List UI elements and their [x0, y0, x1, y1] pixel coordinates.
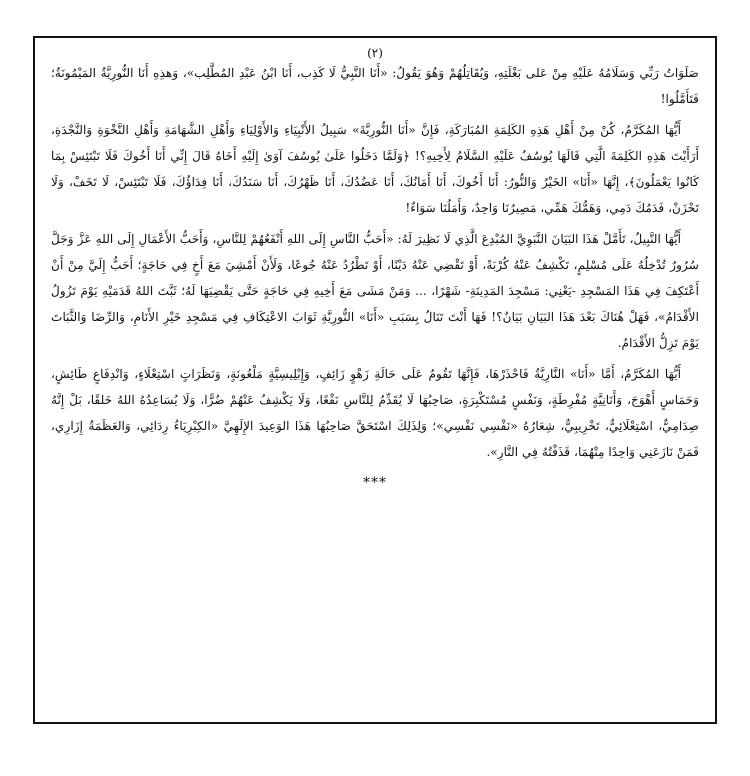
- paragraph-2: أَيُّهَا المُكَرَّمُ، كُنْ مِنْ أَهْلِ هَذِهِ الكَلِمَةِ المُبَارَكَةِ، فَإِنَّ «أَنَا النُّورِيَّةَ» سَبِيلُ الأَنْبِيَاءِ وَالأَوْلِيَاءِ وَأَهْلِ الشَّهَامَةِ وَأَهْلِ النَّخْوَةِ وَالنَّجْدَةِ، أَرَأَيْتَ هَذِهِ الكَلِمَةَ الَّتِي قَالَهَا يُوسُفُ عَلَيْهِ السَّلَامُ لِأَخِيهِ؟! ﴿وَلَمَّا دَخَلُوا عَلَىٰ يُوسُفَ آوَىٰ إِلَيْهِ أَخَاهُ قَالَ إِنِّي أَنَا أَخُوكَ فَلَا تَبْتَئِسْ بِمَا كَانُوا يَعْمَلُونَ﴾، إِنَّهَا «أَنَا» الخَيْرُ وَالنُّورُ: أَنَا أَخُوكَ، أَنَا أَمَانُكَ، أَنَا عَضُدُكَ، أَنَا ظَهْرُكَ، أَنَا سَنَدُكَ، أَنَا فِدَاؤُكَ، فَلَا تَبْتَئِسْ، لَا تَخَفْ، وَلَا تَحْزَنْ، فَدَمُكَ دَمِي، وَهَمُّكَ هَمِّي، مَصِيرُنَا وَاحِدٌ، وَأَمَلُنَا سَوَاءٌ!: [51, 123, 699, 215]
- end-marker: ***: [363, 475, 387, 491]
- page-content: [35, 38, 715, 496]
- paragraph-3: أَيُّهَا النَّبِيلُ، تَأَمَّلْ هَذَا البَيَانَ النَّبَوِيَّ المُبْدِعَ الَّذِي لَا نَظِيرَ لَهُ: «أَحَبُّ النَّاسِ إِلَى اللهِ أَنْفَعُهُمْ لِلنَّاسِ، وَأَحَبُّ الأَعْمَالِ إِلَى اللهِ عَزَّ وَجَلَّ سُرُورٌ تُدْخِلُهُ عَلَى مُسْلِمٍ، تَكْشِفُ عَنْهُ كُرْبَةً، أَوْ تَقْضِي عَنْهُ دَيْنًا، أَوْ تَطْرُدُ عَنْهُ جُوعًا، وَلَأَنْ أَمْشِيَ مَعَ أَخٍ فِي حَاجَةٍ؛ أَحَبُّ إِلَيَّ مِنْ أَنْ أَعْتَكِفَ فِي هَذَا المَسْجِدِ -يَعْنِي: مَسْجِدَ المَدِينَةِ- شَهْرًا، ... وَمَنْ مَشَى مَعَ أَخِيهِ فِي حَاجَةٍ حَتَّى يَقْضِيَهَا لَهُ؛ ثَبَّتَ اللهُ قَدَمَيْهِ يَوْمَ تَزُولُ الأَقْدَامُ»، فَهَلْ هُنَاكَ بَعْدَ هَذَا البَيَانِ بَيَانٌ؟! فَهَا أَنْتَ تَنَالُ بِسَبَبِ «أَنَا» النُّورِيَّةِ ثَوَابَ الاعْتِكَافِ فِي مَسْجِدِ خَيْرِ الأَنَامِ، وَالرِّضَا وَالثَّبَاتَ يَوْمَ تَزِلُّ الأَقْدَامُ.: [51, 232, 699, 350]
- paragraph-1: صَلَوَاتُ رَبِّي وَسَلَامُهُ عَلَيْهِ مِنْ عَلى بَغْلَتِهِ، وَيُقَاتِلُهُمْ وَهُوَ يَقُولُ: «أَنَا النَّبِيُّ لَا كَذِب، أَنَا ابْنُ عَبْدِ المُطَّلِب»، وَهذِهِ أَنَا النُّورِيَّةُ المَيْمُونَةُ؛ فَتَأَمَّلُوا!: [51, 66, 699, 106]
- paragraph-4: أَيُّهَا المُكَرَّمُ، أَمَّا «أَنَا» النَّارِيَّةُ فَاحْذَرْهَا، فَإِنَّهَا تَقُومُ عَلَى حَالَةِ زَهْوٍ زَائِفٍ، وَإِبْلِيسِيَّةٍ مَلْعُونَةٍ، وَنَظَرَاتٍ اسْتِعْلَاءٍ، وَانْدِفَاعٍ طَائِشٍ، وَحَمَاسٍ أَهْوَجَ، وَأَنَانِيَّةٍ مُفْرِطَةٍ، وَنَفْسٍ مُسْتَكْبِرَةٍ، صَاحِبُهَا لَا يُقَدِّمُ لِلنَّاسِ نَفْعًا، وَلَا يَكْشِفُ عَنْهُمْ ضُرًّا، وَلَا يُسَاعِدُهُ اللهُ خَلقًا، بَلْ إِنَّهُ صِدَامِيٌّ، اسْتِعْلَائِيٌّ، تَخْرِيبِيٌّ، شِعَارُهُ «نَفْسِي نَفْسِي»؛ وَلِذَلِكَ اسْتَحَقَّ صَاحِبُهَا هَذَا الوَعِيدَ الإِلَهِيَّ «الكِبْرِيَاءُ رِدَائِي، وَالعَظَمَةُ إِزَارِي، فَمَنْ نَازَعَنِي وَاحِدًا مِنْهُمَا، قَذَفْتُهُ فِي النَّارِ».: [51, 367, 699, 459]
- page-number: (٢): [367, 46, 383, 60]
- page-frame: [33, 36, 717, 724]
